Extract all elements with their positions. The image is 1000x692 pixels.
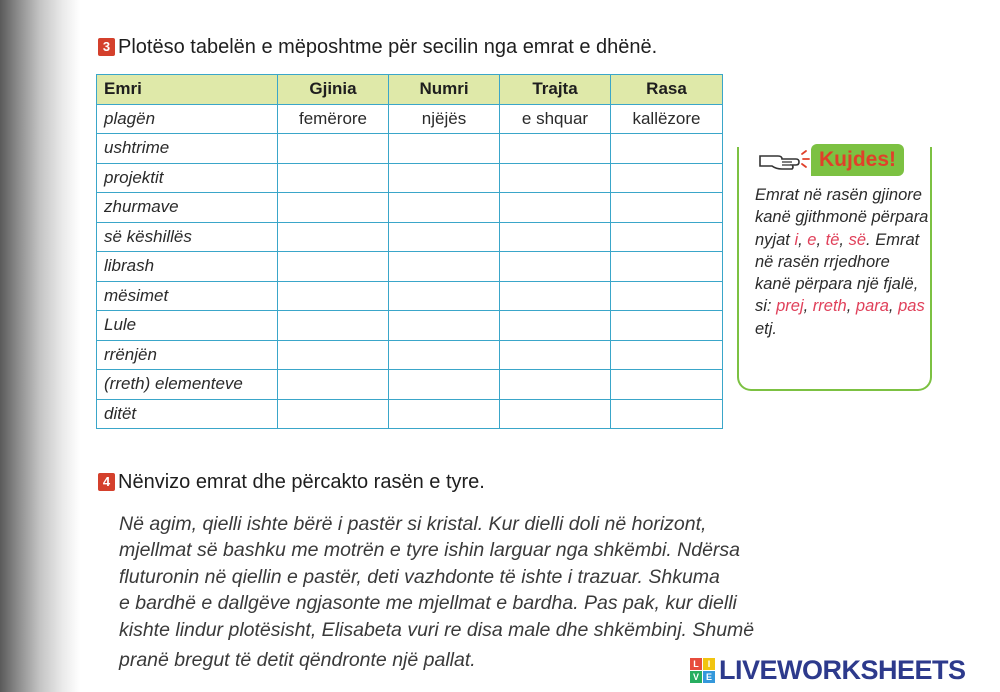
passage-line: kishte lindur plotësisht, Elisabeta vuri re disa male dhe shkëmbinj. Shumë [119,618,755,641]
exercise-4-title: Nënvizo emrat dhe përcakto rasën e tyre. [118,471,485,493]
answer-cell-rasa[interactable] [611,340,723,370]
header-numri: Numri [389,75,500,105]
noun-cell: rrënjën [97,340,278,370]
exercise-4-number: 4 [98,473,115,491]
pointing-hand-icon [756,146,812,174]
answer-cell-rasa[interactable] [611,399,723,429]
answer-cell-gjinia[interactable] [278,311,389,341]
answer-cell-gjinia[interactable] [278,222,389,252]
noun-cell: mësimet [97,281,278,311]
answer-cell-numri[interactable] [389,370,500,400]
answer-cell-gjinia[interactable] [278,340,389,370]
table-row [97,311,723,341]
answer-cell-numri[interactable] [389,163,500,193]
logo-letter: L [690,658,702,670]
table-row [97,399,723,429]
header-trajta: Trajta [500,75,611,105]
answer-cell-trajta[interactable] [500,222,611,252]
answer-cell-gjinia[interactable] [278,399,389,429]
answer-cell-rasa[interactable] [611,193,723,223]
liveworksheets-brand [690,655,966,683]
prep-para: para [855,297,889,316]
noun-cell: së këshillës [97,222,278,252]
exercise-3-title: Plotëso tabelën e mëposhtme për secilin nga emrat e dhënë. [118,36,658,58]
article-se: së [848,230,867,249]
table-row [97,340,723,370]
header-emri: Emri [97,75,278,105]
passage-line: fluturonin në qiellin e pastër, deti vazhdonte të ishte i trazuar. Shkuma [119,565,720,588]
noun-cell: ushtrime [97,134,278,164]
noun-cell: projektit [97,163,278,193]
answer-cell-rasa[interactable] [611,311,723,341]
prep-pas: pas [898,297,925,316]
book-spine-shadow [0,0,80,692]
answer-cell-numri[interactable] [389,252,500,282]
liveworksheets-logo-icon [690,658,715,683]
answer-cell-trajta[interactable] [500,193,611,223]
kujdes-part2: Emrat në rasën rrjedhore kanë përpara një fjalë, si: [755,230,920,316]
answer-cell-trajta[interactable] [500,281,611,311]
liveworksheets-wordmark: LIVEWORKSHEETS [719,655,966,685]
passage-line: pranë bregut të detit qëndronte një pallat. [119,649,476,672]
answer-cell-rasa[interactable] [611,252,723,282]
answer-cell-gjinia[interactable] [278,193,389,223]
kujdes-part1: Emrat në rasën gjinore kanë gjithmonë përpara nyjat [755,186,929,249]
logo-letter: E [703,671,715,683]
answer-cell-gjinia[interactable] [278,252,389,282]
passage-line: e bardhë e dallgëve ngjasonte me mjellmat e bardha. Pas pak, kur dielli [119,592,737,615]
table-row [97,193,723,223]
answer-cell-gjinia[interactable] [278,163,389,193]
table-row [97,222,723,252]
noun-cell: (rreth) elementeve [97,370,278,400]
table-row [97,281,723,311]
answer-cell-rasa[interactable] [611,281,723,311]
reading-passage [119,511,889,673]
kujdes-header [756,144,932,178]
answer-cell-numri[interactable] [389,134,500,164]
noun-cell: Lule [97,311,278,341]
prep-rreth: rreth [812,297,847,316]
answer-cell-gjinia[interactable] [278,370,389,400]
answer-cell-rasa[interactable] [611,370,723,400]
answer-cell-gjinia[interactable] [278,134,389,164]
article-e: e [807,230,817,249]
answer-cell-trajta[interactable] [500,252,611,282]
header-gjinia: Gjinia [278,75,389,105]
table-row [97,252,723,282]
logo-letter: I [703,658,715,670]
passage-line: Në agim, qielli ishte bërë i pastër si kristal. Kur dielli doli në horizont, [119,513,707,535]
answer-cell-trajta[interactable] [500,370,611,400]
table-header-row [97,75,723,105]
example-gjinia: femërore [278,104,389,134]
kujdes-label: Kujdes! [811,144,904,176]
answer-cell-trajta[interactable] [500,311,611,341]
exercise-4-heading [98,471,485,494]
example-trajta: e shquar [500,104,611,134]
answer-cell-trajta[interactable] [500,399,611,429]
kujdes-text: Emrat në rasën gjinore kanë gjithmonë përpara nyjat i, e, të, së. Emrat në rasën rrjedhore kanë përpara një fjalë, si: prej, rreth, para, pas etj. [755,186,929,338]
answer-cell-numri[interactable] [389,193,500,223]
kujdes-end: etj. [755,319,778,338]
exercise-3-number: 3 [98,38,115,56]
answer-cell-rasa[interactable] [611,163,723,193]
answer-cell-gjinia[interactable] [278,281,389,311]
header-rasa: Rasa [611,75,723,105]
answer-cell-trajta[interactable] [500,163,611,193]
example-noun: plagën [97,104,278,134]
exercise-3-heading [98,36,657,59]
example-row [97,104,723,134]
prep-prej: prej [776,297,804,316]
answer-cell-numri[interactable] [389,311,500,341]
answer-cell-numri[interactable] [389,399,500,429]
answer-cell-numri[interactable] [389,281,500,311]
answer-cell-rasa[interactable] [611,134,723,164]
example-numri: njëjës [389,104,500,134]
answer-cell-numri[interactable] [389,222,500,252]
example-rasa: kallëzore [611,104,723,134]
article-i: i [794,230,799,249]
passage-line: mjellmat së bashku me motrën e tyre ishin larguar nga shkëmbi. Ndërsa [119,539,741,562]
logo-letter: V [690,671,702,683]
table-row [97,370,723,400]
noun-cell: zhurmave [97,193,278,223]
noun-cell: librash [97,252,278,282]
article-te: të [825,230,840,249]
noun-cell: ditët [97,399,278,429]
answer-cell-trajta[interactable] [500,134,611,164]
noun-analysis-table [96,74,723,429]
answer-cell-rasa[interactable] [611,222,723,252]
answer-cell-numri[interactable] [389,340,500,370]
table-row [97,163,723,193]
table-row [97,134,723,164]
answer-cell-trajta[interactable] [500,340,611,370]
